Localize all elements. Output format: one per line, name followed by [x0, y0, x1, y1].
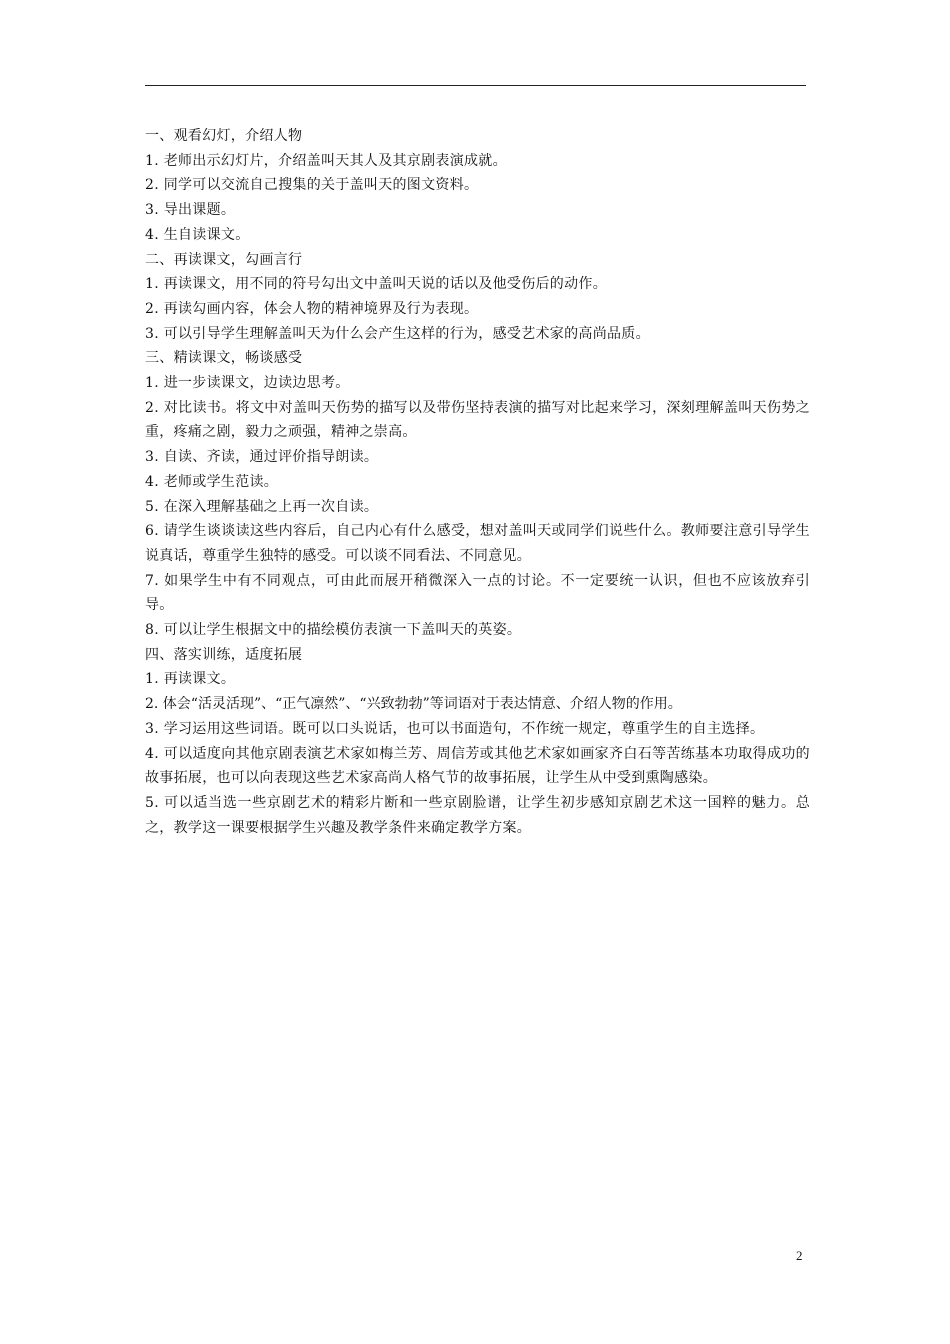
list-item: 3. 自读、齐读，通过评价指导朗读。 [145, 449, 379, 466]
list-item: 2. 体会“活灵活现”、“正气凛然”、“兴致勃勃”等词语对于表达情意、介绍人物的作用。 [145, 696, 682, 713]
list-item: 1. 再读课文。 [145, 671, 236, 688]
section-heading: 三、精读课文，畅谈感受 [145, 350, 303, 367]
list-item: 1. 再读课文，用不同的符号勾出文中盖叫天说的话以及他受伤后的动作。 [145, 276, 608, 293]
list-item: 6. 请学生谈谈读这些内容后，自己内心有什么感受，想对盖叫天或同学们说些什么。教师要注意引导学生说真话，尊重学生独特的感受。可以谈不同看法、不同意见。 [145, 523, 810, 564]
list-item: 7. 如果学生中有不同观点，可由此而展开稍微深入一点的讨论。不一定要统一认识，但也不应该放弃引导。 [145, 572, 810, 614]
document-body [145, 124, 810, 840]
list-item: 3. 导出课题。 [145, 202, 236, 219]
list-item: 5. 可以适当选一些京剧艺术的精彩片断和一些京剧脸谱，让学生初步感知京剧艺术这一国粹的魅力。总之，教学这一课要根据学生兴趣及教学条件来确定教学方案。 [145, 794, 810, 836]
list-item: 2. 对比读书。将文中对盖叫天伤势的描写以及带伤坚持表演的描写对比起来学习，深刻理解盖叫天伤势之重，疼痛之剧，毅力之顽强，精神之崇高。 [145, 399, 810, 441]
section-heading: 一、观看幻灯，介绍人物 [145, 128, 303, 144]
list-item: 8. 可以让学生根据文中的描绘模仿表演一下盖叫天的英姿。 [145, 622, 522, 639]
list-item: 5. 在深入理解基础之上再一次自读。 [145, 498, 379, 515]
list-item: 4. 老师或学生范读。 [145, 473, 279, 490]
list-item: 2. 同学可以交流自己搜集的关于盖叫天的图文资料。 [145, 177, 479, 194]
list-item: 1. 进一步读课文，边读边思考。 [145, 375, 350, 392]
section-heading: 二、再读课文，勾画言行 [145, 251, 303, 268]
list-item: 4. 可以适度向其他京剧表演艺术家如梅兰芳、周信芳或其他艺术家如画家齐白石等苦练基本功取得成功的故事拓展，也可以向表现这些艺术家高尚人格气节的故事拓展，让学生从中受到熏陶感染。 [145, 745, 810, 787]
list-item: 2. 再读勾画内容，体会人物的精神境界及行为表现。 [145, 300, 479, 317]
page-number: 2 [796, 1248, 803, 1263]
header-rule [145, 85, 806, 86]
list-item: 4. 生自读课文。 [145, 226, 250, 243]
list-item: 1. 老师出示幻灯片，介绍盖叫天其人及其京剧表演成就。 [145, 152, 507, 169]
section-heading: 四、落实训练，适度拓展 [145, 646, 303, 663]
list-item: 3. 学习运用这些词语。既可以口头说话，也可以书面造句，不作统一规定，尊重学生的自主选择。 [145, 720, 765, 737]
list-item: 3. 可以引导学生理解盖叫天为什么会产生这样的行为，感受艺术家的高尚品质。 [145, 325, 650, 342]
